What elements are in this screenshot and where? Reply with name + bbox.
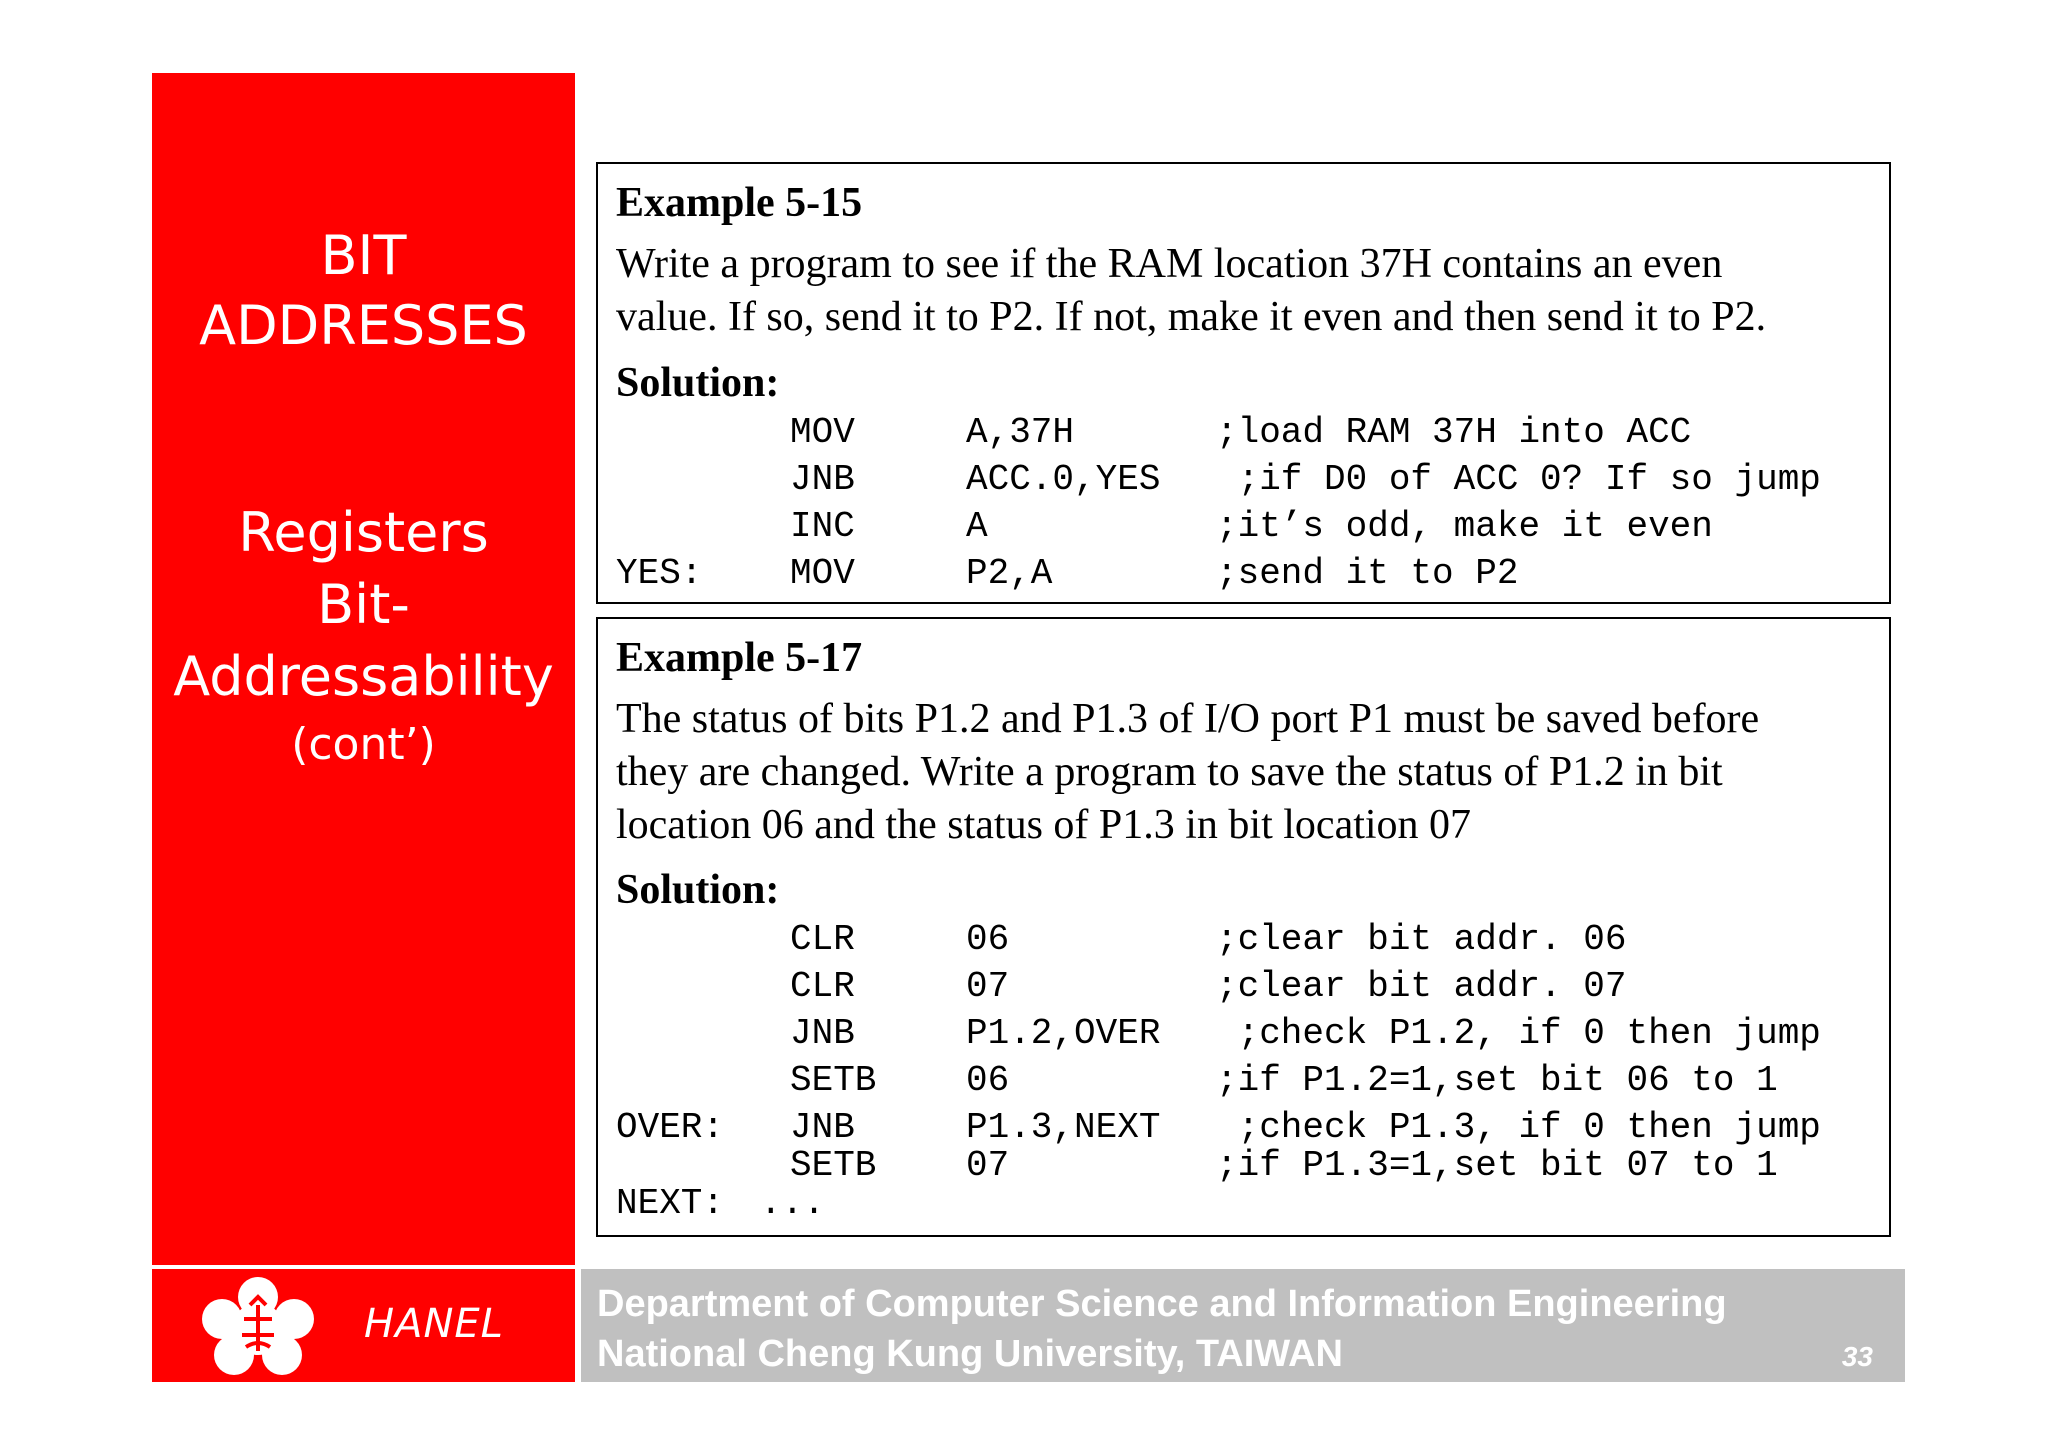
example-description-line1: Write a program to see if the RAM location 37H contains an even: [616, 241, 1723, 287]
example-5-17-box: [596, 617, 1891, 1237]
code-label: YES:: [616, 553, 703, 594]
author-name: HANEL: [364, 1301, 504, 1347]
footer-university: National Cheng Kung University, TAIWAN: [597, 1333, 1343, 1375]
solution-label: Solution:: [616, 867, 780, 913]
code-comment: ;if P1.2=1,set bit 06 to 1: [1216, 1060, 1778, 1101]
example-description-line3: location 06 and the status of P1.3 in bit location 07: [616, 802, 1472, 848]
code-comment: ;it’s odd, make it even: [1216, 506, 1713, 547]
code-operand: 07: [966, 966, 1010, 1007]
code-opcode: SETB: [790, 1145, 877, 1186]
example-heading: Example 5-17: [616, 635, 863, 681]
example-5-15-box: [596, 162, 1891, 604]
section-title-line1: BIT: [320, 224, 407, 287]
code-comment: ;check P1.3, if 0 then jump: [1216, 1107, 1821, 1148]
code-comment: ;clear bit addr. 07: [1216, 966, 1627, 1007]
example-description-line1: The status of bits P1.2 and P1.3 of I/O port P1 must be saved before: [616, 696, 1760, 742]
footer-department: Department of Computer Science and Information Engineering: [597, 1283, 1727, 1325]
logo-box: [152, 1269, 575, 1382]
section-subtitle-line1: Registers: [238, 501, 489, 564]
code-operand: A: [966, 506, 988, 547]
section-subtitle: [152, 497, 575, 713]
example-description: [616, 693, 1759, 852]
section-subtitle-line2: Bit-: [317, 573, 410, 636]
code-operand: P1.3,NEXT: [966, 1107, 1161, 1148]
code-comment: ;load RAM 37H into ACC: [1216, 412, 1692, 453]
page-number: 33: [1841, 1341, 1873, 1372]
code-comment: ;send it to P2: [1216, 553, 1519, 594]
code-comment: ;if P1.3=1,set bit 07 to 1: [1216, 1145, 1778, 1186]
code-opcode: JNB: [790, 1013, 855, 1054]
section-title: [152, 221, 575, 361]
example-description-line2: they are changed. Write a program to save the status of P1.2 in bit: [616, 749, 1723, 795]
university-emblem-icon: [200, 1275, 316, 1379]
code-opcode: JNB: [790, 459, 855, 500]
example-description: [616, 238, 1766, 344]
code-operand: A,37H: [966, 412, 1075, 453]
code-operand: 06: [966, 919, 1010, 960]
footer-bar: [581, 1269, 1905, 1382]
example-description-line2: value. If so, send it to P2. If not, make it even and then send it to P2.: [616, 294, 1767, 340]
code-comment: ;check P1.2, if 0 then jump: [1216, 1013, 1821, 1054]
code-operand: ACC.0,YES: [966, 459, 1161, 500]
section-subtitle-line3: Addressability: [173, 645, 554, 708]
solution-label: Solution:: [616, 360, 780, 406]
code-opcode: JNB: [790, 1107, 855, 1148]
code-label: NEXT:: [616, 1183, 725, 1224]
code-comment: ;clear bit addr. 06: [1216, 919, 1627, 960]
continued-label: (cont’): [291, 719, 436, 770]
code-opcode: ...: [760, 1183, 825, 1224]
code-opcode: INC: [790, 506, 855, 547]
code-operand: P2,A: [966, 553, 1053, 594]
code-label: OVER:: [616, 1107, 725, 1148]
section-title-line2: ADDRESSES: [199, 294, 528, 357]
code-opcode: SETB: [790, 1060, 877, 1101]
code-opcode: MOV: [790, 553, 855, 594]
code-opcode: CLR: [790, 919, 855, 960]
example-heading: Example 5-15: [616, 180, 863, 226]
code-comment: ;if D0 of ACC 0? If so jump: [1216, 459, 1821, 500]
code-opcode: CLR: [790, 966, 855, 1007]
code-operand: P1.2,OVER: [966, 1013, 1161, 1054]
section-sidebar: [152, 73, 575, 1265]
code-operand: 07: [966, 1145, 1010, 1186]
code-operand: 06: [966, 1060, 1010, 1101]
code-opcode: MOV: [790, 412, 855, 453]
